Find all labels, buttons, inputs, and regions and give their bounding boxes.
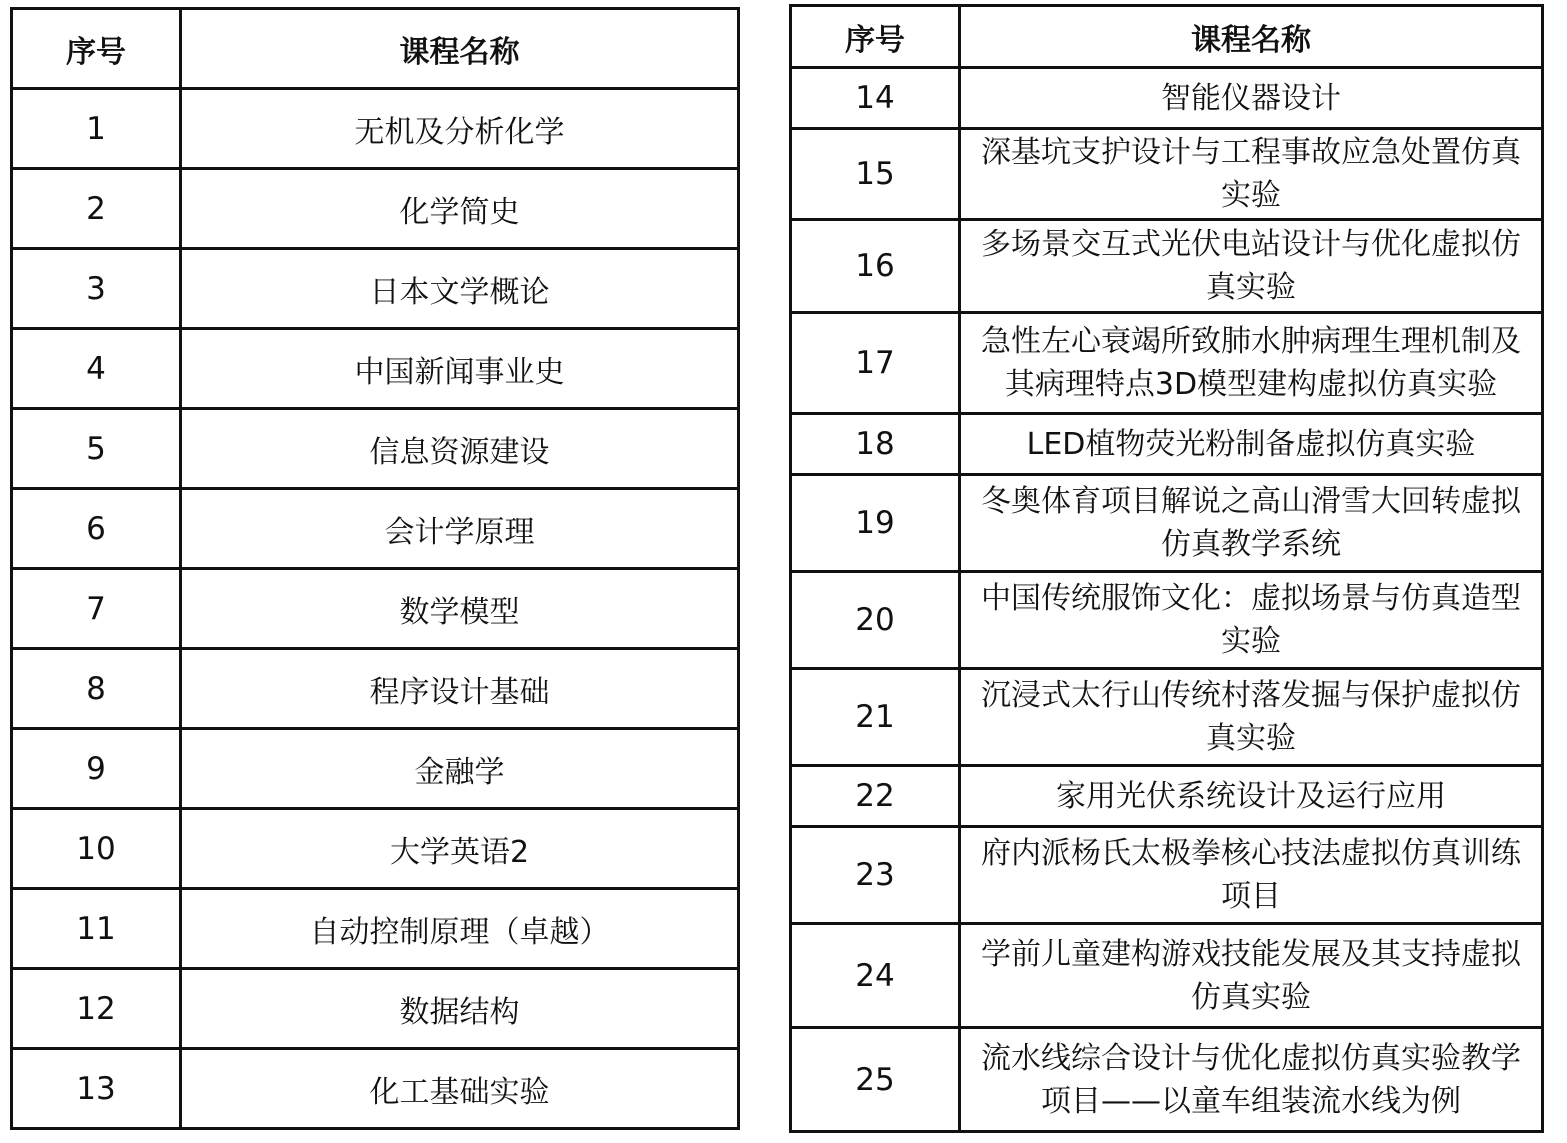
course-table-right [789,4,1544,1133]
table-row [791,572,1543,669]
seq-cell: 15 [791,129,960,220]
table-row [791,220,1543,313]
seq-cell: 1 [12,89,181,169]
table-row [12,889,739,969]
course-name-cell: 金融学 [181,729,739,809]
seq-cell: 2 [12,169,181,249]
seq-cell: 24 [791,924,960,1028]
seq-cell: 6 [12,489,181,569]
table-row [791,68,1543,129]
table-row [791,414,1543,475]
seq-cell: 3 [12,249,181,329]
table-row [12,169,739,249]
header-row [791,6,1543,68]
course-name-cell: 深基坑支护设计与工程事故应急处置仿真实验 [960,129,1543,220]
seq-cell: 25 [791,1028,960,1132]
course-name-cell: 沉浸式太行山传统村落发掘与保护虚拟仿真实验 [960,669,1543,766]
table-row [12,969,739,1049]
course-name-cell: 自动控制原理（卓越） [181,889,739,969]
course-table-left [10,7,740,1130]
table-row [791,313,1543,414]
course-name-cell: 无机及分析化学 [181,89,739,169]
seq-cell: 22 [791,766,960,827]
table-row [12,249,739,329]
course-name-cell: 智能仪器设计 [960,68,1543,129]
course-name-cell: 中国传统服饰文化：虚拟场景与仿真造型实验 [960,572,1543,669]
table-row [791,129,1543,220]
seq-cell: 16 [791,220,960,313]
table-row [12,489,739,569]
table-row [12,809,739,889]
course-name-cell: 学前儿童建构游戏技能发展及其支持虚拟仿真实验 [960,924,1543,1028]
seq-cell: 18 [791,414,960,475]
course-name-cell: 信息资源建设 [181,409,739,489]
seq-cell: 7 [12,569,181,649]
table-row [791,827,1543,924]
table-row [791,924,1543,1028]
course-name-cell: 冬奥体育项目解说之高山滑雪大回转虚拟仿真教学系统 [960,475,1543,572]
course-name-cell: 程序设计基础 [181,649,739,729]
seq-cell: 19 [791,475,960,572]
seq-cell: 13 [12,1049,181,1129]
seq-cell: 23 [791,827,960,924]
table-row [12,409,739,489]
course-name-cell: 府内派杨氏太极拳核心技法虚拟仿真训练项目 [960,827,1543,924]
course-name-cell: 化工基础实验 [181,1049,739,1129]
table-row [791,669,1543,766]
seq-cell: 4 [12,329,181,409]
seq-header: 序号 [12,9,181,89]
table-row [12,729,739,809]
seq-cell: 12 [12,969,181,1049]
header-row [12,9,739,89]
table-row [12,569,739,649]
course-name-cell: 会计学原理 [181,489,739,569]
course-name-cell: 数据结构 [181,969,739,1049]
table-row [12,89,739,169]
table-row [791,1028,1543,1132]
seq-cell: 11 [12,889,181,969]
course-name-cell: 大学英语2 [181,809,739,889]
seq-cell: 9 [12,729,181,809]
table-row [12,329,739,409]
seq-cell: 14 [791,68,960,129]
course-name-header: 课程名称 [960,6,1543,68]
seq-cell: 17 [791,313,960,414]
table-row [791,475,1543,572]
course-name-cell: 化学简史 [181,169,739,249]
course-name-cell: 数学模型 [181,569,739,649]
table-row [12,1049,739,1129]
course-name-cell: 急性左心衰竭所致肺水肿病理生理机制及其病理特点3D模型建构虚拟仿真实验 [960,313,1543,414]
seq-cell: 20 [791,572,960,669]
course-name-cell: 中国新闻事业史 [181,329,739,409]
table-row [12,649,739,729]
course-name-cell: LED植物荧光粉制备虚拟仿真实验 [960,414,1543,475]
seq-cell: 8 [12,649,181,729]
course-name-cell: 多场景交互式光伏电站设计与优化虚拟仿真实验 [960,220,1543,313]
seq-cell: 21 [791,669,960,766]
course-name-header: 课程名称 [181,9,739,89]
table-row [791,766,1543,827]
seq-cell: 10 [12,809,181,889]
course-name-cell: 日本文学概论 [181,249,739,329]
course-name-cell: 流水线综合设计与优化虚拟仿真实验教学项目——以童车组装流水线为例 [960,1028,1543,1132]
seq-cell: 5 [12,409,181,489]
seq-header: 序号 [791,6,960,68]
course-name-cell: 家用光伏系统设计及运行应用 [960,766,1543,827]
